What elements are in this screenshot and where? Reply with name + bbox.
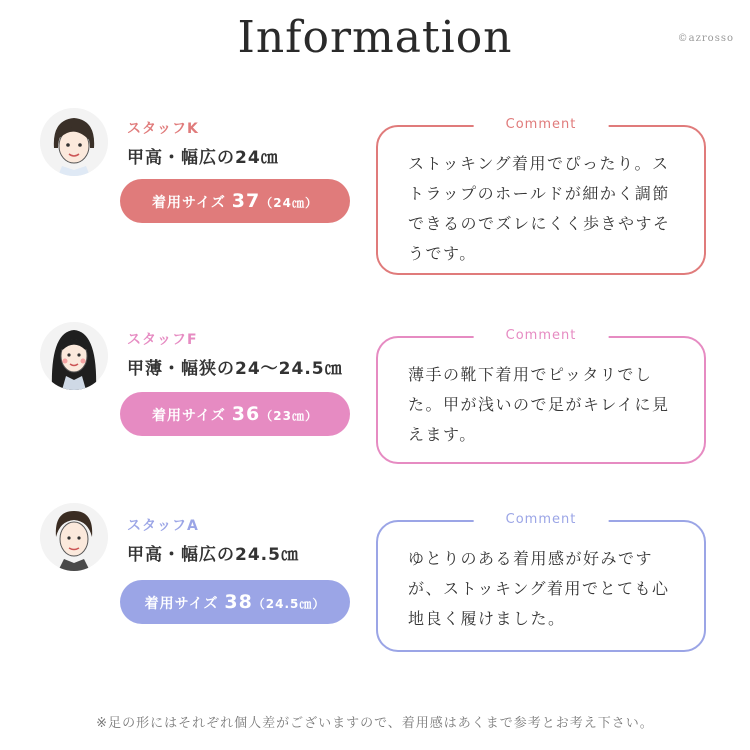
size-cm: （24㎝） — [260, 196, 318, 210]
staff-a-foot-type: 甲高・幅広の24.5㎝ — [127, 545, 299, 565]
staff-k-comment-box — [376, 117, 706, 275]
staff-row-k — [0, 100, 750, 270]
staff-k-foot-type: 甲高・幅広の24㎝ — [127, 148, 279, 168]
comment-label: Comment — [474, 117, 609, 132]
staff-row-f — [0, 310, 750, 480]
staff-f-foot-type: 甲薄・幅狭の24〜24.5㎝ — [127, 359, 343, 379]
size-number: 36 — [231, 403, 261, 425]
staff-k-name: スタッフK — [127, 121, 199, 137]
size-cm: （23㎝） — [260, 409, 318, 423]
staff-a-name: スタッフA — [127, 518, 199, 534]
size-prefix: 着用サイズ — [152, 408, 232, 424]
size-prefix: 着用サイズ — [152, 195, 232, 211]
staff-f-size-pill — [120, 392, 350, 436]
staff-k-size-pill — [120, 179, 350, 223]
staff-f-avatar-icon — [40, 322, 108, 390]
copyright-mark: ©azrosso — [677, 33, 734, 44]
footnote: ※足の形にはそれぞれ個人差がございますので、着用感はあくまで参考とお考え下さい。 — [96, 716, 654, 731]
staff-row-a — [0, 495, 750, 665]
comment-label: Comment — [474, 512, 609, 527]
comment-text: 薄手の靴下着用でピッタリでした。甲が浅いので足がキレイに見えます。 — [408, 365, 670, 444]
page-title: Information — [237, 12, 513, 63]
comment-text: ゆとりのある着用感が好みですが、ストッキング着用でとても心地良く履けました。 — [408, 549, 670, 628]
size-prefix: 着用サイズ — [144, 596, 225, 612]
size-number: 38 — [224, 591, 253, 613]
staff-a-size-pill — [120, 580, 350, 624]
staff-a-comment-box — [376, 512, 706, 652]
comment-text: ストッキング着用でぴったり。ストラップのホールドが細かく調節できるのでズレにくく歩きやすそうです。 — [408, 154, 671, 263]
size-cm: （24.5㎝） — [252, 597, 326, 611]
size-number: 37 — [231, 190, 261, 212]
staff-f-comment-box — [376, 328, 706, 464]
staff-f-name: スタッフF — [127, 332, 198, 348]
staff-a-avatar-icon — [40, 503, 108, 571]
staff-k-avatar-icon — [40, 108, 108, 176]
comment-label: Comment — [474, 328, 609, 343]
